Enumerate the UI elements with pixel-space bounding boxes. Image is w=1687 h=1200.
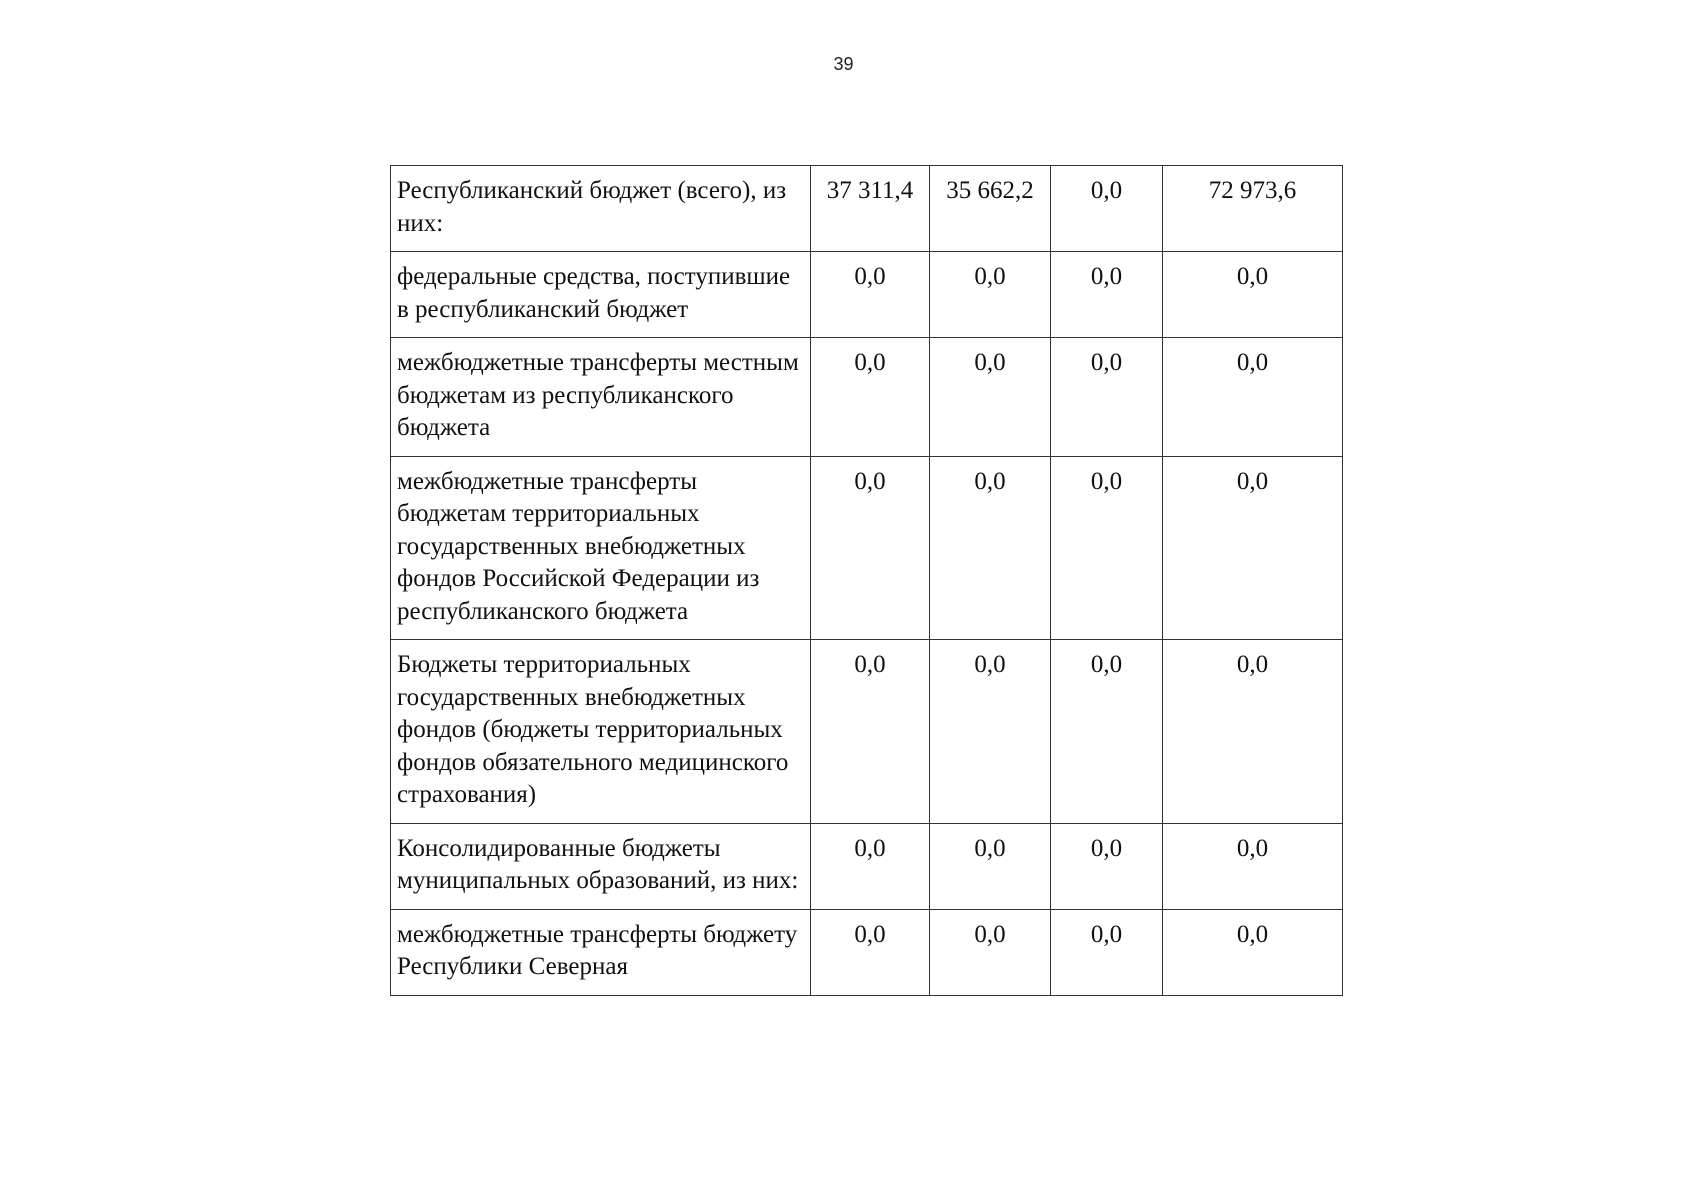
- value-cell: 0,0: [1051, 640, 1163, 824]
- row-label: Консолидированные бюджеты муниципальных образований, из них:: [391, 823, 811, 909]
- value-cell: 0,0: [1163, 338, 1343, 457]
- value-cell: 0,0: [811, 338, 930, 457]
- value-cell: 0,0: [811, 456, 930, 640]
- value-cell: 0,0: [811, 252, 930, 338]
- table-row: [391, 823, 1343, 909]
- table-row: [391, 252, 1343, 338]
- row-label: федеральные средства, поступившие в республиканский бюджет: [391, 252, 811, 338]
- row-label: Бюджеты территориальных государственных внебюджетных фондов (бюджеты территориальных фондов обязательного медицинского страхования): [391, 640, 811, 824]
- row-label: межбюджетные трансферты местным бюджетам из республиканского бюджета: [391, 338, 811, 457]
- value-cell: 37 311,4: [811, 166, 930, 252]
- table-row: [391, 338, 1343, 457]
- row-label: межбюджетные трансферты бюджетам территориальных государственных внебюджетных фондов Российской Федерации из республиканского бюджета: [391, 456, 811, 640]
- value-cell: 0,0: [1051, 338, 1163, 457]
- table-row: [391, 640, 1343, 824]
- value-cell: 0,0: [930, 252, 1051, 338]
- value-cell: 0,0: [1163, 456, 1343, 640]
- value-cell: 0,0: [1163, 640, 1343, 824]
- value-cell: 0,0: [1051, 909, 1163, 995]
- value-cell: 0,0: [930, 640, 1051, 824]
- value-cell: 0,0: [930, 456, 1051, 640]
- row-label: Республиканский бюджет (всего), из них:: [391, 166, 811, 252]
- value-cell: 0,0: [811, 823, 930, 909]
- value-cell: 0,0: [811, 640, 930, 824]
- value-cell: 0,0: [1051, 166, 1163, 252]
- budget-table: [390, 165, 1343, 996]
- value-cell: 0,0: [930, 338, 1051, 457]
- value-cell: 0,0: [1163, 909, 1343, 995]
- page-number: 39: [833, 54, 854, 74]
- value-cell: 0,0: [1051, 456, 1163, 640]
- row-label: межбюджетные трансферты бюджету Республики Северная: [391, 909, 811, 995]
- value-cell: 0,0: [1051, 823, 1163, 909]
- value-cell: 0,0: [1163, 252, 1343, 338]
- table-row: [391, 166, 1343, 252]
- value-cell: 0,0: [930, 823, 1051, 909]
- value-cell: 0,0: [1051, 252, 1163, 338]
- table-row: [391, 909, 1343, 995]
- value-cell: 0,0: [1163, 823, 1343, 909]
- value-cell: 0,0: [811, 909, 930, 995]
- value-cell: 35 662,2: [930, 166, 1051, 252]
- table-row: [391, 456, 1343, 640]
- value-cell: 72 973,6: [1163, 166, 1343, 252]
- value-cell: 0,0: [930, 909, 1051, 995]
